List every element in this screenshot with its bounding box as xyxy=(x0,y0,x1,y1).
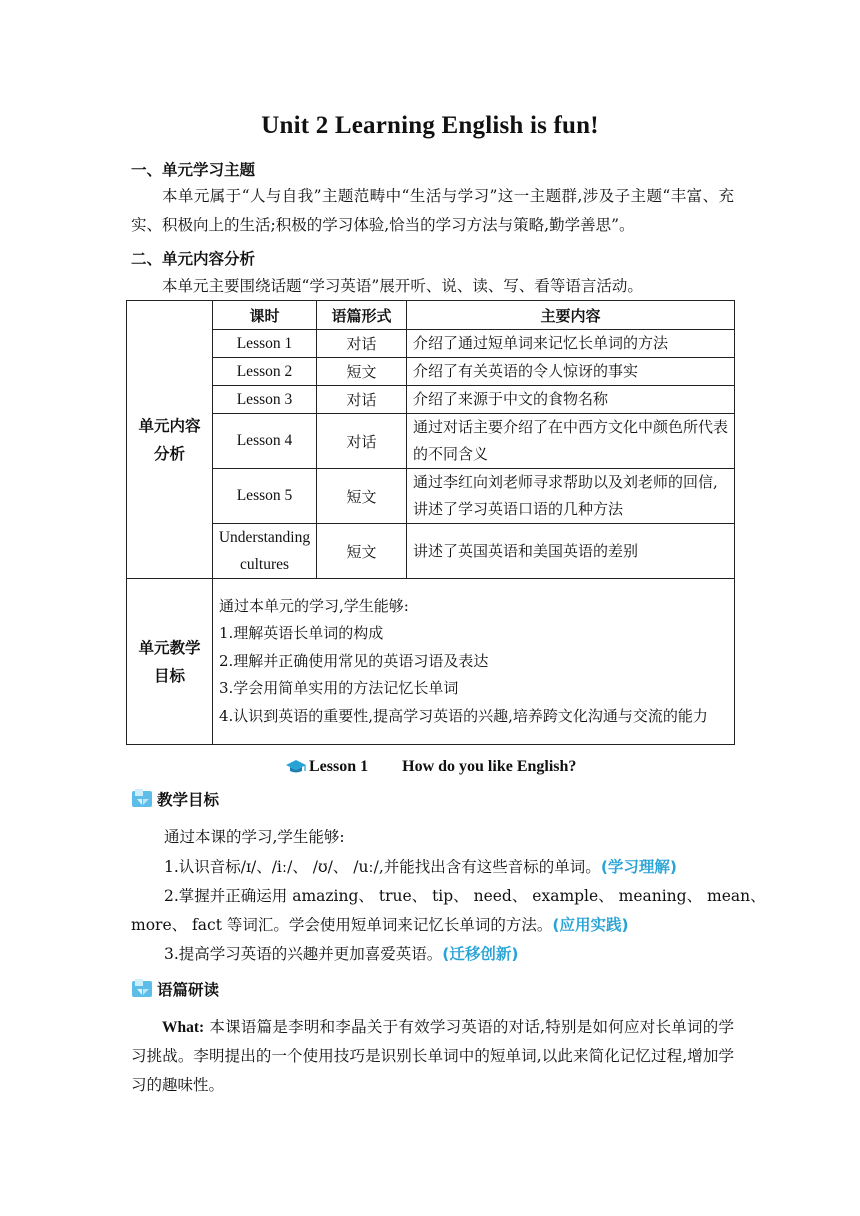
table-row xyxy=(127,330,735,358)
objective-text: more、 fact 等词汇。学会使用短单词来记忆长单词的方法。 xyxy=(131,916,553,934)
objectives-intro: 通过本课的学习,学生能够: xyxy=(164,828,345,846)
reading-heading xyxy=(131,978,219,1000)
form-cell: 短文 xyxy=(317,358,407,386)
objective-tag: (迁移创新) xyxy=(442,945,519,963)
table-row xyxy=(127,386,735,414)
book-badge-icon xyxy=(131,788,155,810)
unit-analysis-table xyxy=(126,300,735,745)
objective-item-2-line2 xyxy=(131,911,734,940)
header-lesson: 课时 xyxy=(213,301,317,330)
goal-item: 2.理解并正确使用常见的英语习语及表达 xyxy=(219,651,489,670)
lesson-cell: Lesson 1 xyxy=(213,330,317,358)
content-cell: 介绍了通过短单词来记忆长单词的方法 xyxy=(407,330,735,358)
goal-item: 1.理解英语长单词的构成 xyxy=(219,624,384,643)
page-title: Unit 2 Learning English is fun! xyxy=(261,112,599,139)
lesson-cell: Lesson 5 xyxy=(213,469,317,524)
analysis-label: 单元内容分析 xyxy=(138,416,201,463)
content-cell: 介绍了来源于中文的食物名称 xyxy=(407,386,735,414)
lesson-name: How do you like English? xyxy=(402,758,577,775)
lesson-cell: Lesson 3 xyxy=(213,386,317,414)
form-cell: 对话 xyxy=(317,414,407,469)
section-heading-analysis: 二、单元内容分析 xyxy=(131,250,256,268)
reading-label: 语篇研读 xyxy=(157,981,220,999)
form-cell: 短文 xyxy=(317,524,407,579)
lesson-cell: Understanding cultures xyxy=(213,524,317,579)
goal-intro: 通过本单元的学习,学生能够: xyxy=(219,596,409,615)
goals-label: 单元教学目标 xyxy=(138,638,201,685)
objective-tag: (应用实践) xyxy=(552,916,629,934)
goal-item: 4.认识到英语的重要性,提高学习英语的兴趣,培养跨文化沟通与交流的能力 xyxy=(219,706,708,725)
goals-row xyxy=(127,579,735,745)
lesson-number: Lesson 1 xyxy=(309,758,369,775)
goals-row-label xyxy=(127,579,213,745)
content-cell: 通过对话主要介绍了在中西方文化中颜色所代表的不同含义 xyxy=(407,414,735,469)
objectives-heading xyxy=(131,788,219,810)
reading-what-paragraph xyxy=(131,1013,734,1100)
form-cell: 对话 xyxy=(317,386,407,414)
section-theme-text: 本单元属于“人与自我”主题范畴中“生活与学习”这一主题群,涉及子主题“丰富、充实、积极向上的生活;积极的学习体验,恰当的学习方法与策略,勤学善思”。 xyxy=(131,187,734,234)
section-analysis-text: 本单元主要围绕话题“学习英语”展开听、说、读、写、看等语言活动。 xyxy=(162,277,643,295)
lesson-cell: Lesson 4 xyxy=(213,414,317,469)
header-form: 语篇形式 xyxy=(317,301,407,330)
book-badge-icon xyxy=(131,978,155,1000)
analysis-row-label xyxy=(127,301,213,579)
objectives-label: 教学目标 xyxy=(157,791,220,809)
table-row xyxy=(127,524,735,579)
goals-cell xyxy=(213,579,735,745)
what-label: What: xyxy=(162,1019,205,1036)
section-heading-theme: 一、单元学习主题 xyxy=(131,161,256,179)
form-cell: 短文 xyxy=(317,469,407,524)
table-row xyxy=(127,358,735,386)
lesson-cell: Lesson 2 xyxy=(213,358,317,386)
table-row xyxy=(127,469,735,524)
content-cell: 通过李红向刘老师寻求帮助以及刘老师的回信,讲述了学习英语口语的几种方法 xyxy=(407,469,735,524)
objective-item-2-line1: 2.掌握并正确运用 amazing、 true、 tip、 need、 example、 meaning、 mean、 xyxy=(164,887,766,905)
goal-item: 3.学会用简单实用的方法记忆长单词 xyxy=(219,679,459,698)
objective-text: 1.认识音标/ɪ/、/iː/、 /ʊ/、 /uː/,并能找出含有这些音标的单词。 xyxy=(164,858,601,876)
what-text: 本课语篇是李明和李晶关于有效学习英语的对话,特别是如何应对长单词的学习挑战。李明提出的一个使用技巧是识别长单词中的短单词,以此来简化记忆过程,增加学习的趣味性。 xyxy=(131,1018,734,1094)
objective-item-3 xyxy=(131,940,734,969)
graduation-cap-icon xyxy=(285,758,307,776)
content-cell: 讲述了英国英语和美国英语的差别 xyxy=(407,524,735,579)
table-row xyxy=(127,414,735,469)
objective-text: 3.提高学习英语的兴趣并更加喜爱英语。 xyxy=(164,945,443,963)
form-cell: 对话 xyxy=(317,330,407,358)
content-cell: 介绍了有关英语的令人惊讶的事实 xyxy=(407,358,735,386)
objective-item-1 xyxy=(131,853,734,882)
header-content: 主要内容 xyxy=(407,301,735,330)
objective-tag: (学习理解) xyxy=(600,858,677,876)
lesson-heading xyxy=(285,758,576,776)
